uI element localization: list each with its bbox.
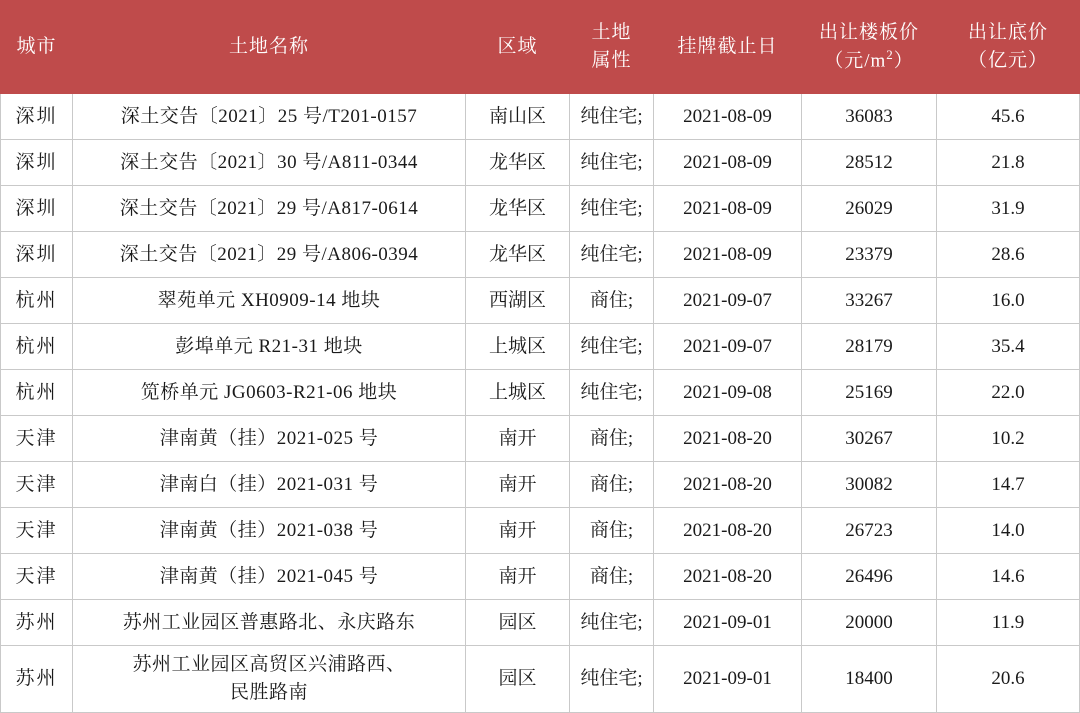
cell-floor-price: 30267: [802, 416, 937, 462]
cell-land-name: [73, 140, 466, 186]
cell-listing-deadline: 2021-09-07: [654, 324, 802, 370]
cell-floor-price: 36083: [802, 94, 937, 140]
cell-land-name: [73, 370, 466, 416]
table-header-row: [1, 1, 1080, 94]
cell-region: 上城区: [466, 370, 570, 416]
cell-base-price: 14.0: [937, 508, 1080, 554]
cell-land-attribute: 纯住宅;: [570, 600, 654, 646]
cell-region: 南开: [466, 462, 570, 508]
table-row: [1, 278, 1080, 324]
table-body: [1, 94, 1080, 713]
cell-city: 深圳: [1, 232, 73, 278]
cell-listing-deadline: 2021-09-01: [654, 600, 802, 646]
cell-city: 杭州: [1, 370, 73, 416]
cell-listing-deadline: 2021-08-20: [654, 554, 802, 600]
cell-land-attribute: 商住;: [570, 462, 654, 508]
cell-city: 杭州: [1, 278, 73, 324]
cell-city: 杭州: [1, 324, 73, 370]
cell-city: 深圳: [1, 140, 73, 186]
cell-land-name: [73, 232, 466, 278]
table-row: [1, 462, 1080, 508]
cell-base-price: 14.7: [937, 462, 1080, 508]
cell-base-price: 14.6: [937, 554, 1080, 600]
cell-land-name-line: 津南黄（挂）2021-038 号: [159, 519, 379, 541]
table-row: [1, 600, 1080, 646]
column-header-city-label: 城市: [16, 36, 57, 58]
cell-region: 南开: [466, 416, 570, 462]
column-header-listing-deadline: [654, 1, 802, 94]
cell-land-name: [73, 508, 466, 554]
cell-floor-price: 26029: [802, 186, 937, 232]
cell-floor-price: 25169: [802, 370, 937, 416]
cell-land-attribute: 商住;: [570, 554, 654, 600]
cell-land-name-line: 津南黄（挂）2021-025 号: [159, 427, 379, 449]
cell-listing-deadline: 2021-09-08: [654, 370, 802, 416]
column-header-base-price: [937, 1, 1080, 94]
cell-listing-deadline: 2021-08-20: [654, 416, 802, 462]
table-row: [1, 324, 1080, 370]
cell-land-name-line: 民胜路南: [229, 682, 308, 703]
cell-region: 龙华区: [466, 232, 570, 278]
cell-land-name: [73, 278, 466, 324]
column-header-base-price-label-2: （亿元）: [967, 50, 1048, 71]
cell-base-price: 11.9: [937, 600, 1080, 646]
cell-region: 上城区: [466, 324, 570, 370]
cell-base-price: 16.0: [937, 278, 1080, 324]
cell-listing-deadline: 2021-08-20: [654, 508, 802, 554]
cell-listing-deadline: 2021-09-01: [654, 646, 802, 713]
cell-land-name: [73, 646, 466, 713]
cell-floor-price: 30082: [802, 462, 937, 508]
table-row: [1, 554, 1080, 600]
column-header-region-label: 区域: [497, 36, 538, 58]
table-row: [1, 508, 1080, 554]
cell-land-attribute: 商住;: [570, 508, 654, 554]
cell-land-attribute: 商住;: [570, 416, 654, 462]
column-header-land-attribute-label-2: 属性: [591, 50, 632, 71]
cell-listing-deadline: 2021-08-09: [654, 232, 802, 278]
cell-floor-price: 26496: [802, 554, 937, 600]
cell-city: 天津: [1, 508, 73, 554]
cell-floor-price: 28179: [802, 324, 937, 370]
cell-floor-price: 28512: [802, 140, 937, 186]
cell-land-attribute: 纯住宅;: [570, 186, 654, 232]
cell-base-price: 21.8: [937, 140, 1080, 186]
cell-land-name-line: 津南白（挂）2021-031 号: [159, 473, 379, 495]
cell-listing-deadline: 2021-08-20: [654, 462, 802, 508]
cell-land-name-line: 笕桥单元 JG0603-R21-06 地块: [140, 381, 398, 403]
table-row: [1, 94, 1080, 140]
cell-land-attribute: 纯住宅;: [570, 324, 654, 370]
cell-region: 龙华区: [466, 186, 570, 232]
cell-land-name-line: 苏州工业园区高贸区兴浦路西、: [132, 654, 406, 676]
column-header-floor-price: [802, 1, 937, 94]
cell-city: 天津: [1, 416, 73, 462]
cell-base-price: 10.2: [937, 416, 1080, 462]
cell-region: 南开: [466, 508, 570, 554]
cell-region: 南开: [466, 554, 570, 600]
table-header: [1, 1, 1080, 94]
cell-region: 园区: [466, 646, 570, 713]
cell-land-name-line: 深土交告〔2021〕29 号/A806-0394: [119, 243, 419, 265]
column-header-floor-price-label-2: （元$/m^2$）: [824, 47, 914, 72]
cell-land-attribute: 商住;: [570, 278, 654, 324]
cell-base-price: 20.6: [937, 646, 1080, 713]
cell-floor-price: 18400: [802, 646, 937, 713]
column-header-land-attribute: [570, 1, 654, 94]
table-row: [1, 232, 1080, 278]
column-header-city: [1, 1, 73, 94]
cell-land-name: [73, 554, 466, 600]
cell-land-name-line: 翠苑单元 XH0909-14 地块: [157, 289, 381, 311]
cell-region: 龙华区: [466, 140, 570, 186]
table-row: [1, 416, 1080, 462]
cell-land-name-line: 深土交告〔2021〕25 号/T201-0157: [120, 105, 418, 127]
cell-land-attribute: 纯住宅;: [570, 140, 654, 186]
cell-land-name: [73, 416, 466, 462]
cell-land-attribute: 纯住宅;: [570, 646, 654, 713]
cell-city: 天津: [1, 462, 73, 508]
cell-floor-price: 20000: [802, 600, 937, 646]
column-header-land-name-label: 土地名称: [228, 36, 309, 58]
cell-city: 苏州: [1, 646, 73, 713]
cell-land-attribute: 纯住宅;: [570, 232, 654, 278]
table-row: [1, 140, 1080, 186]
column-header-region: [466, 1, 570, 94]
cell-base-price: 22.0: [937, 370, 1080, 416]
cell-land-attribute: 纯住宅;: [570, 94, 654, 140]
column-header-listing-deadline-label: 挂牌截止日: [677, 36, 778, 58]
cell-base-price: 28.6: [937, 232, 1080, 278]
cell-land-name-line: 苏州工业园区普惠路北、永庆路东: [122, 611, 416, 633]
column-header-floor-price-label-1: 出让楼板价: [818, 21, 919, 43]
cell-land-name-line: 彭埠单元 R21-31 地块: [175, 335, 363, 357]
table-row: [1, 646, 1080, 713]
cell-floor-price: 33267: [802, 278, 937, 324]
cell-city: 天津: [1, 554, 73, 600]
table-row: [1, 370, 1080, 416]
cell-listing-deadline: 2021-08-09: [654, 186, 802, 232]
column-header-land-name: [73, 1, 466, 94]
cell-floor-price: 23379: [802, 232, 937, 278]
cell-listing-deadline: 2021-08-09: [654, 94, 802, 140]
cell-city: 苏州: [1, 600, 73, 646]
column-header-land-attribute-label-1: 土地: [591, 22, 632, 44]
cell-land-name-line: 深土交告〔2021〕29 号/A817-0614: [119, 197, 419, 219]
cell-city: 深圳: [1, 186, 73, 232]
cell-listing-deadline: 2021-09-07: [654, 278, 802, 324]
cell-base-price: 35.4: [937, 324, 1080, 370]
cell-land-name-line: 深土交告〔2021〕30 号/A811-0344: [120, 151, 418, 173]
cell-region: 西湖区: [466, 278, 570, 324]
cell-land-name: [73, 462, 466, 508]
cell-base-price: 31.9: [937, 186, 1080, 232]
cell-floor-price: 26723: [802, 508, 937, 554]
column-header-base-price-label-1: 出让底价: [967, 22, 1048, 44]
cell-listing-deadline: 2021-08-09: [654, 140, 802, 186]
table-row: [1, 186, 1080, 232]
cell-region: 南山区: [466, 94, 570, 140]
cell-land-name: [73, 324, 466, 370]
cell-land-name: [73, 94, 466, 140]
cell-land-name: [73, 600, 466, 646]
cell-land-attribute: 纯住宅;: [570, 370, 654, 416]
cell-base-price: 45.6: [937, 94, 1080, 140]
cell-land-name-line: 津南黄（挂）2021-045 号: [159, 565, 379, 587]
cell-region: 园区: [466, 600, 570, 646]
cell-land-name: [73, 186, 466, 232]
cell-city: 深圳: [1, 94, 73, 140]
